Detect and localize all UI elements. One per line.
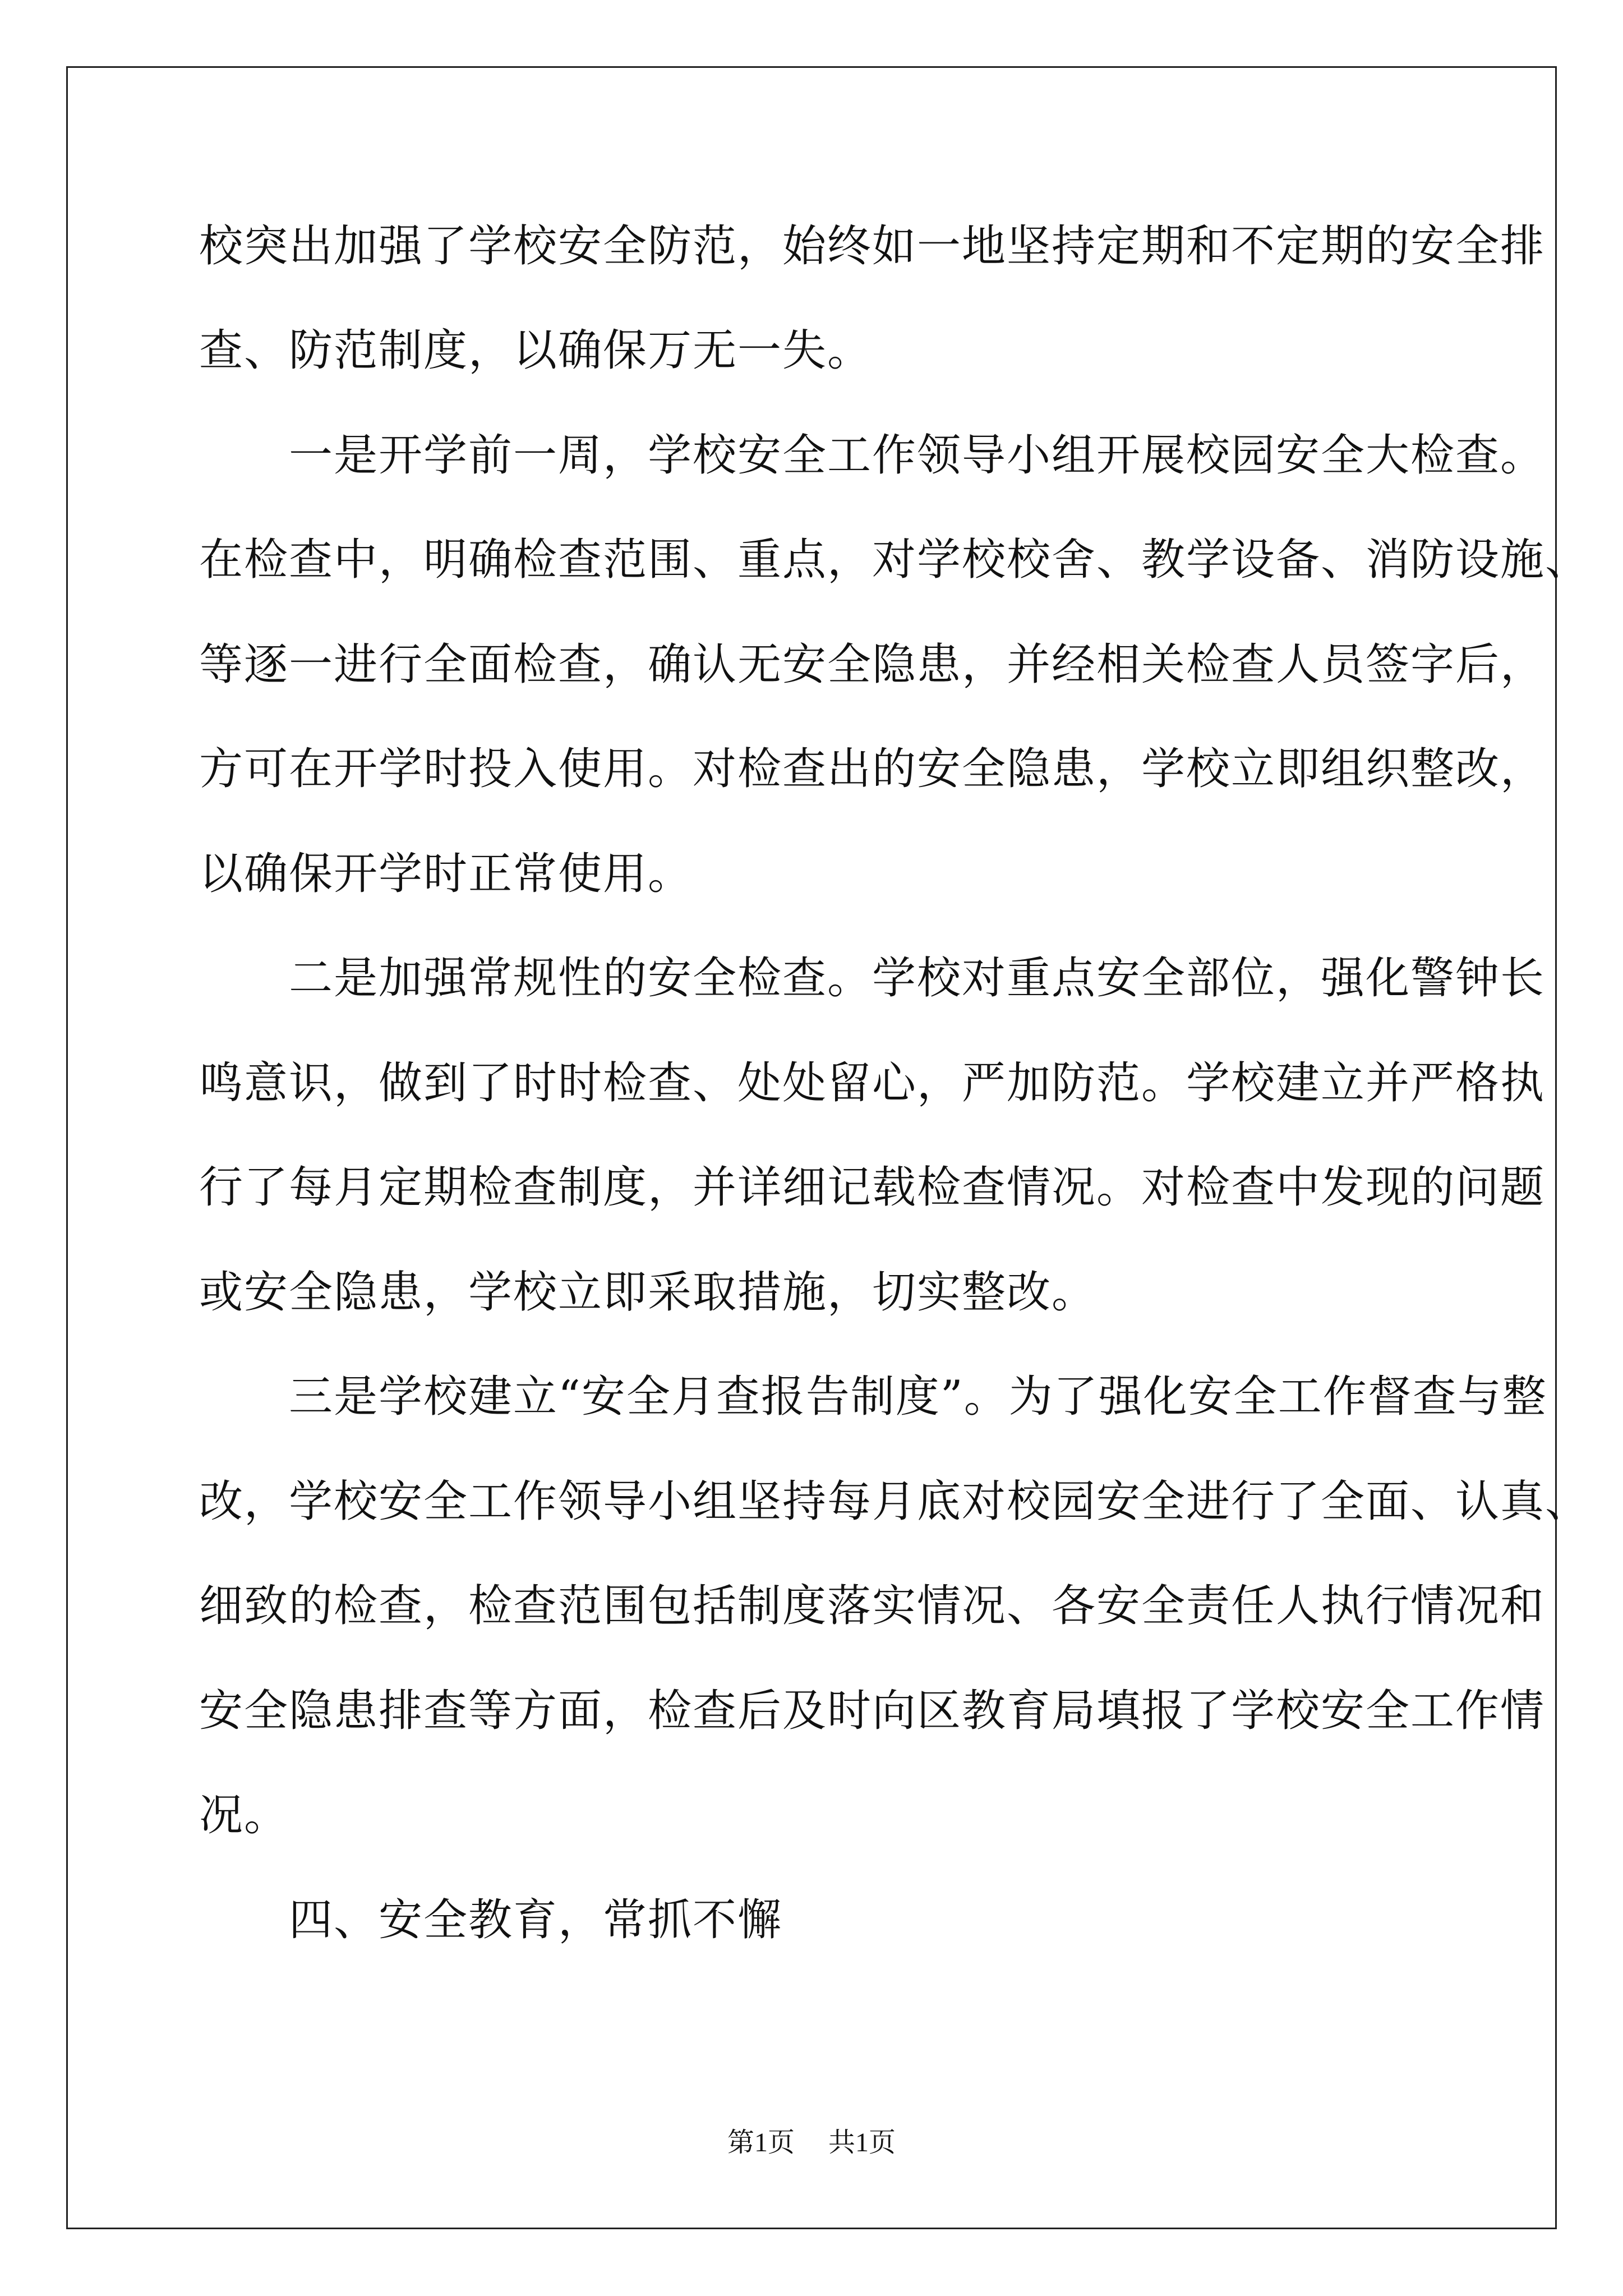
text-line: 查、防范制度，以确保万无一失。 — [199, 325, 873, 376]
page-number-current: 第1页 — [727, 2128, 795, 2157]
text-line: 一是开学前一周，学校安全工作领导小组开展校园安全大检查。 — [199, 430, 1546, 481]
page-number-total: 共1页 — [828, 2128, 896, 2157]
text-line: 改，学校安全工作领导小组坚持每月底对校园安全进行了全面、认真、 — [199, 1476, 1590, 1527]
page-footer — [0, 2129, 1623, 2156]
text-line: 安全隐患排查等方面，检查后及时向区教育局填报了学校安全工作情 — [199, 1686, 1546, 1736]
text-line: 行了每月定期检查制度，并详细记载检查情况。对检查中发现的问题 — [199, 1162, 1546, 1213]
text-line: 鸣意识，做到了时时检查、处处留心，严加防范。学校建立并严格执 — [199, 1058, 1546, 1108]
text-line: 三是学校建立“安全月查报告制度”。为了强化安全工作督查与整 — [199, 1372, 1547, 1422]
text-line: 或安全隐患，学校立即采取措施，切实整改。 — [199, 1267, 1097, 1318]
text-line: 以确保开学时正常使用。 — [199, 849, 693, 899]
text-line: 校突出加强了学校安全防范，始终如一地坚持定期和不定期的安全排 — [199, 221, 1546, 272]
text-line: 况。 — [199, 1790, 289, 1841]
text-line: 等逐一进行全面检查，确认无安全隐患，并经相关检查人员签字后， — [199, 639, 1546, 690]
text-line: 二是加强常规性的安全检查。学校对重点安全部位，强化警钟长 — [199, 953, 1546, 1004]
section-heading: 四、安全教育，常抓不懈 — [199, 1895, 783, 1945]
text-line: 方可在开学时投入使用。对检查出的安全隐患，学校立即组织整改， — [199, 744, 1546, 794]
text-line: 细致的检查，检查范围包括制度落实情况、各安全责任人执行情况和 — [199, 1581, 1546, 1631]
text-line: 在检查中，明确检查范围、重点，对学校校舍、教学设备、消防设施、 — [199, 535, 1590, 585]
